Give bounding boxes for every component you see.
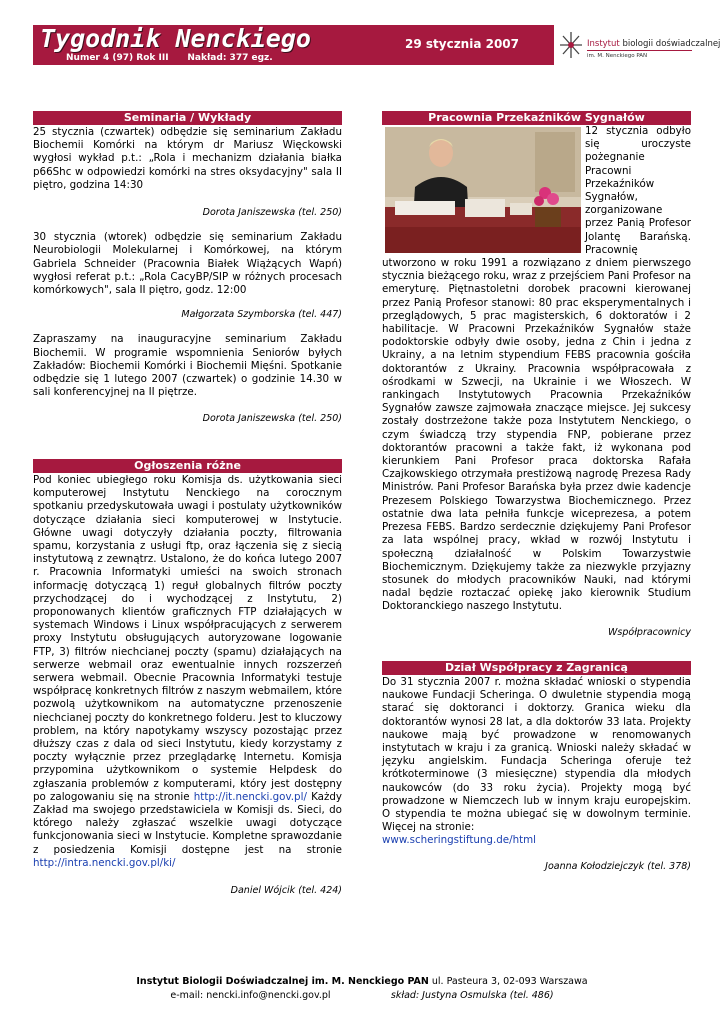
logo-text: [587, 39, 720, 49]
ogloszenia-text-part2: Każdy Zakład ma swojego przedstawiciela w Komisji ds. Sieci, do którego należy zgłaszać wszelkie uwagi dotyczące funkcjonowania sieci w Instytucie. Kompletne sprawozdanie z posiedzenia Komisji dostępne jest na stronie: [33, 790, 342, 856]
ogloszenia-signature: Daniel Wójcik (tel. 424): [230, 885, 342, 897]
wspolpraca-heading: Dział Współpracy z Zagranicą: [382, 661, 691, 675]
ogloszenia-section: [33, 474, 342, 897]
logo-subtext: im. M. Nenckiego PAN: [587, 53, 648, 59]
pracownia-text-body: 12 stycznia odbyło się uroczyste pożegnanie Pracowni Przekaźników Sygnałów, zorganizowane przez Panią Profesor Jolantę Barańską. Pracownię utworzono w roku 1991 a rozwiązano z dniem pierwszego stycznia bieżącego roku, wraz z przejściem Pani Profesor na emeryturę. Piętnastoletni dorobek pracowni kierowanej przez Panią Profesor stanowi: 80 prac eksperymentalnych i przeglądowych, 5 prac magisterskich, 6 doktoratów i 2 habilitacje. W Pracowni Przekaźników Sygnałów staże podoktorskie odbyły dwie osoby, jedna z Chin i jedna z Ukrainy, a na letnim stypendium FEBS pracownia gościła doktorantów z Ukrainy. Pracownia współpracowała z ośrodkami w Szwecji, na Ukrainie i we Włoszech. W rankingach Instytutowych Pracownia Przekaźników Sygnałów zawsze zajmowała znaczące miejsce. Jej sukcesy zostały dostrzeżone także poza Instytutem Nenckiego, o czym świadczą trzy stypendia FNP, pobierane przez doktorantów pracowni a także fakt, iż wykonana pod kierunkiem Pani Profesor praca doktorska Rafała Czajkowskiego otrzymała prestiżową nagrodę Prezesa Rady Ministrów. Pani Profesor Barańska była przez dwie kadencje Prezesem Polskiego Towarzystwa Biochemicznego. Przez ostatnie dwa lata pełniła funkcje wiceprezesa, a potem Prezesa FEBS. Bardzo serdecznie dziękujemy Pani Profesor za lata wspólnej pracy, wkład w rozwój Instytutu i społeczną działalność w Polskim Towarzystwie Biochemicznym. Dziękujemy także za niezwykle przyjazny stosunek do młodych pracowników Nauki, nad którymi nadal będzie roztaczać opiekę jako kierownik Studium Doktoranckiego naszego Instytutu.: [382, 125, 691, 613]
issue-date: 29 stycznia 2007: [405, 37, 520, 51]
pracownia-heading: Pracownia Przekaźników Sygnałów: [382, 111, 691, 125]
institute-logo: [554, 25, 721, 65]
circulation: Nakład: 377 egz.: [187, 53, 273, 63]
pracownia-signature: Współpracownicy: [608, 626, 691, 638]
wspolpraca-section: [382, 676, 691, 873]
footer-address: ul. Pasteura 3, 02-093 Warszawa: [431, 976, 588, 987]
footer-institute: Instytut Biologii Doświadczalnej im. M. Nenckiego PAN: [136, 976, 429, 987]
pracownia-section: [382, 125, 691, 639]
seminar-3-signature: Dorota Janiszewska (tel. 250): [202, 413, 342, 425]
logo-divider: [587, 50, 692, 51]
seminar-3-text: Zapraszamy na inauguracyjne seminarium Zakładu Biochemii. W programie wspomnienia Seniorów byłych Zakładów: Biochemii Komórki i Biochemii Mięśni. Spotkanie odbędzie się 1 lutego 2007 (czwartek) o godzinie 14.30 w sali konferencyjnej na II piętrze.: [33, 333, 342, 399]
seminar-2-signature: Małgorzata Szymborska (tel. 447): [181, 309, 342, 321]
wspolpraca-signature: Joanna Kołodziejczyk (tel. 378): [545, 860, 691, 872]
seminar-1-signature: Dorota Janiszewska (tel. 250): [202, 207, 342, 219]
ogloszenia-text-part1: Pod koniec ubiegłego roku Komisja ds. użytkowania sieci komputerowej Instytutu Nenckiego na corocznym spotkaniu przedyskutowała uwagi i postulaty użytkowników dotyczące działania sieci komputerowej w Instytucie. Główne uwagi dotyczyły działania poczty, filtrowania spamu, korzystania z usługi ftp, oraz łączenia się z siecią instytutową z zewnątrz. Ustalono, że do końca lutego 2007 r. Pracownia Informatyki umieści na swoich stronach informację dotyczącą 1) reguł globalnych filtrów poczty przychodzącej do i wychodzącej z Instytutu, 2) proponowanych klientów graficznych FTP działających w systemach Windows i Linux współpracujących z serwerem proxy Instytutu obsługujących autoryzowane logowanie FTP, 3) filtrów niechcianej poczty (spamu) działających na serwerze webmail oraz ewentualnie innych rozszerzeń serwera webmail. Obecnie Pracownia Informatyki testuje współpracę konkretnych filtrów z naszym webmailem, które pozwolą użytkownikom na automatyczne przenoszenie niechcianej poczty do konkretnego folderu. Jest to kluczowy problem, na który napotykamy wszyscy pozostając przez dłuższy czas z dala od sieci Instytutu, kiedy korzystamy z poczty wyłącznie przez przeglądarkę Internetu. Komisja przypomina użytkownikom o systemie Helpdesk do zgłaszania problemów z komputerami, który jest dostępny po zalogowaniu się na stronie: [33, 474, 342, 803]
ogloszenia-text: [33, 474, 342, 870]
wspolpraca-text-body: Do 31 stycznia 2007 r. można składać wnioski o stypendia naukowe Fundacji Scheringa. O dwuletnie stypendia mogą starać się doktoranci i doktorzy. Granica wieku dla doktorantów wynosi 28 lat, a dla doktorów 33 lata. Projekty naukowe mają być prowadzone w renomowanych instytutach w kraju i za granicą. Wnioski należy składać w języku angielskim. Fundacja Scheringa oferuje też krótkoterminowe (3 miesięczne) stypendia dla młodych naukowców (do 33 roku życia). Projekty mogą być prowadzone w Niemczech lub w innym kraju europejskim. O stypendia te można ubiegać się w dowolnym terminie. Więcej na stronie:: [382, 676, 691, 834]
footer-typesetting: skład: Justyna Osmulska (tel. 486): [390, 990, 554, 1001]
footer-line-1: [0, 976, 724, 987]
helpdesk-link[interactable]: http://it.nencki.gov.pl/: [193, 790, 307, 803]
photo-float-spacer: [382, 125, 585, 255]
footer-email[interactable]: e-mail: nencki.info@nencki.gov.pl: [170, 990, 331, 1001]
logo-text-red: Instytut: [587, 39, 620, 49]
issue-number: Numer 4 (97) Rok III: [66, 53, 169, 63]
seminar-2-text: 30 stycznia (wtorek) odbędzie się seminarium Zakładu Neurobiologii Molekularnej i Komórkowej, na którym Gabriela Schneider (Pracownia Białek Wiążących Wapń) wygłosi referat p.t.: „Rola CacyBP/SIP w różnych procesach komórkowych", sala II piętro, godz. 12:00: [33, 231, 342, 297]
issue-info: [66, 53, 273, 63]
newsletter-title: Tygodnik Nenckiego: [40, 24, 311, 53]
pracownia-text: [382, 125, 691, 614]
seminaria-section: [33, 126, 342, 426]
wspolpraca-text: [382, 676, 691, 848]
seminar-1-text: 25 stycznia (czwartek) odbędzie się seminarium Zakładu Biochemii Komórki na którym dr Mariusz Więckowski wygłosi wykład p.t.: „Rola i mechanizm działania białka p66Shc w odpowiedzi komórki na stres oksydacyjny" sala II piętro, godzina 14:30: [33, 126, 342, 191]
intra-link[interactable]: http://intra.nencki.gov.pl/ki/: [33, 856, 176, 869]
footer-line-2: [0, 990, 724, 1001]
logo-star-icon: [558, 28, 584, 62]
ogloszenia-heading: Ogłoszenia różne: [33, 459, 342, 473]
logo-text-rest: biologii doświadczalnej: [619, 39, 721, 49]
schering-link[interactable]: www.scheringstiftung.de/html: [382, 834, 537, 847]
seminaria-heading: Seminaria / Wykłady: [33, 111, 342, 125]
